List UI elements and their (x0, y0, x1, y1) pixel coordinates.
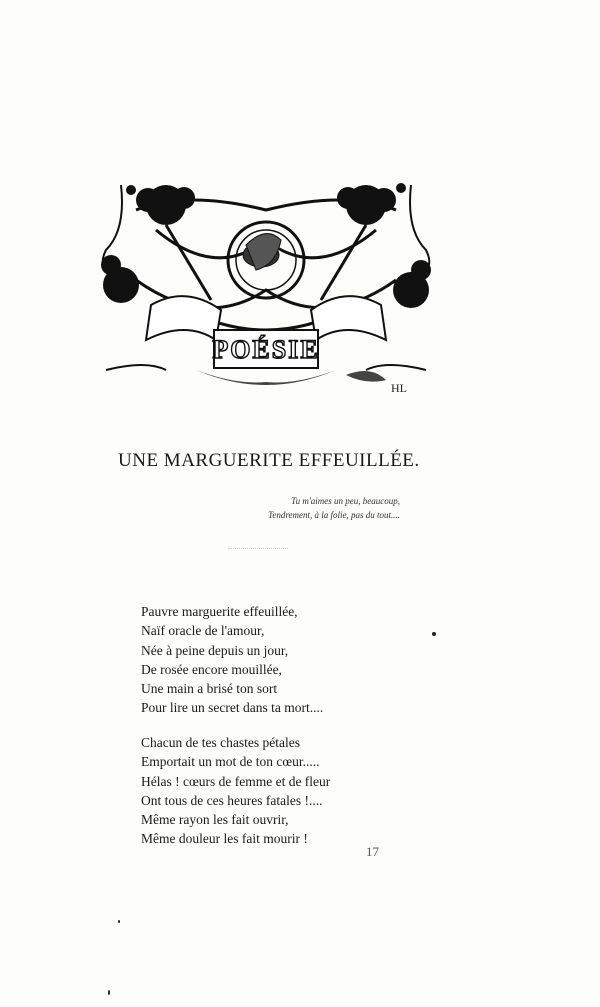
verse-line: Pour lire un secret dans ta mort.... (141, 700, 324, 716)
verse-line: Naïf oracle de l'amour, (141, 623, 265, 639)
svg-text:HL: HL (391, 381, 407, 395)
stanza-2 (141, 733, 330, 849)
epigraph (240, 494, 400, 522)
verse-line: Née à peine depuis un jour, (141, 642, 289, 658)
banner-text: POÉSIE (212, 335, 320, 364)
verse-line: Ont tous de ces heures fatales !.... (141, 792, 323, 808)
verse-line: Même rayon les fait ouvrir, (141, 812, 289, 828)
poesie-ornament-vignette (96, 170, 436, 405)
stanza-1 (141, 602, 323, 718)
verse-line: Emportait un mot de ton cœur..... (141, 754, 320, 770)
verse-line: Une main a brisé ton sort (141, 681, 278, 697)
ink-speck (432, 632, 436, 636)
separator (228, 548, 288, 550)
epigraph-line: Tendrement, à la folie, pas du tout.... (268, 510, 400, 520)
verse-line: Pauvre marguerite effeuillée, (141, 604, 298, 619)
verse-line: Même douleur les fait mourir ! (141, 831, 308, 847)
ink-speck (118, 920, 120, 923)
page-number: 17 (366, 844, 379, 859)
epigraph-line: Tu m'aimes un peu, beaucoup, (291, 496, 400, 506)
verse-line: De rosée encore mouillée, (141, 661, 282, 677)
poem-title: UNE MARGUERITE EFFEUILLÉE. (118, 450, 420, 471)
ink-speck (108, 990, 110, 995)
verse-line: Hélas ! cœurs de femme et de fleur (141, 773, 331, 789)
verse-line: Chacun de tes chastes pétales (141, 735, 300, 750)
